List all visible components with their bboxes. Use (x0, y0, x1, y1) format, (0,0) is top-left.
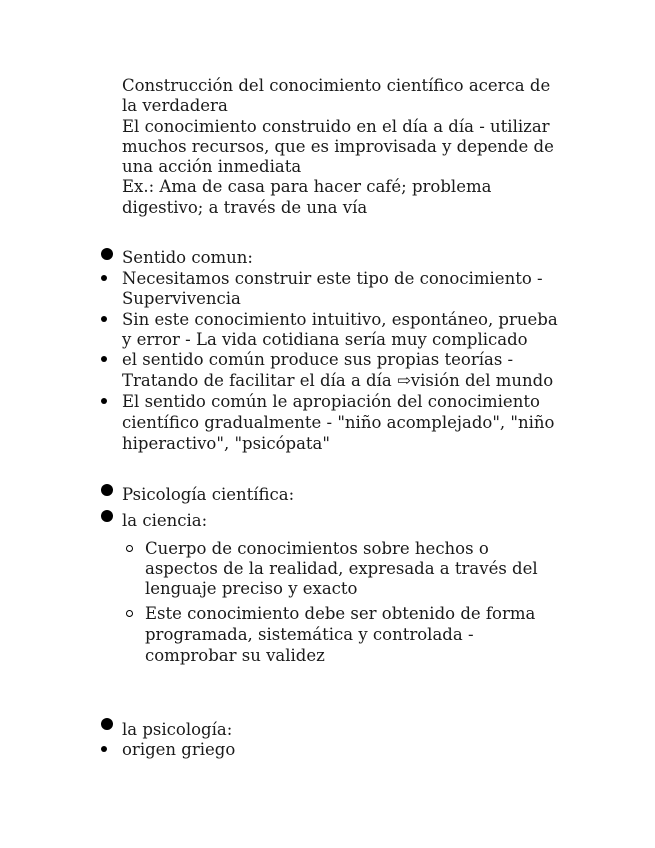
list-item-line: origen griego (122, 740, 236, 759)
intro-line: Ex.: Ama de casa para hacer café; problema (122, 177, 492, 196)
intro-line: Construcción del conocimiento científico acerca de (122, 76, 551, 95)
bullet-icon (101, 398, 107, 404)
bullet-circle-icon (126, 545, 133, 552)
bullet-large-icon (101, 248, 113, 260)
sub-list-item-line: Este conocimiento debe ser obtenido de forma (145, 604, 536, 623)
section-heading-psicologia-cientifica: Psicología científica: (122, 485, 295, 504)
bullet-large-icon (101, 718, 113, 730)
list-item-line: el sentido común produce sus propias teorías - (122, 350, 514, 369)
sub-list-item-line: comprobar su validez (145, 646, 325, 665)
list-item-line: hiperactivo", "psicópata" (122, 434, 330, 453)
section-heading-sentido-comun: Sentido comun: (122, 248, 253, 267)
sub-list-item-line: lenguaje preciso y exacto (145, 579, 358, 598)
list-item-line: Necesitamos construir este tipo de conocimiento - (122, 269, 543, 288)
intro-line: muchos recursos, que es improvisada y depende de (122, 137, 554, 156)
list-item-line: El sentido común le apropiación del conocimiento (122, 392, 540, 411)
list-item-line: científico gradualmente - "niño acomplejado", "niño (122, 413, 555, 432)
sub-list-item-line: Cuerpo de conocimientos sobre hechos o (145, 539, 489, 558)
bullet-large-icon (101, 484, 113, 496)
bullet-icon (101, 746, 107, 752)
list-item-line: Tratando de facilitar el día a día ⇨visión del mundo (122, 371, 554, 390)
sub-list-item-line: aspectos de la realidad, expresada a través del (145, 559, 538, 578)
bullet-circle-icon (126, 610, 133, 617)
intro-line: una acción inmediata (122, 157, 302, 176)
intro-line: El conocimiento construido en el día a día - utilizar (122, 117, 550, 136)
sub-list-item-line: programada, sistemática y controlada - (145, 625, 474, 644)
subheading-la-ciencia: la ciencia: (122, 511, 208, 530)
bullet-icon (101, 275, 107, 281)
list-item-line: y error - La vida cotidiana sería muy complicado (122, 330, 528, 349)
intro-line: digestivo; a través de una vía (122, 198, 368, 217)
bullet-icon (101, 316, 107, 322)
list-item-line: Sin este conocimiento intuitivo, espontáneo, prueba (122, 310, 558, 329)
intro-line: la verdadera (122, 96, 228, 115)
section-heading-la-psicologia: la psicología: (122, 720, 233, 739)
bullet-icon (101, 356, 107, 362)
list-item-line: Supervivencia (122, 289, 241, 308)
bullet-large-icon (101, 510, 113, 522)
